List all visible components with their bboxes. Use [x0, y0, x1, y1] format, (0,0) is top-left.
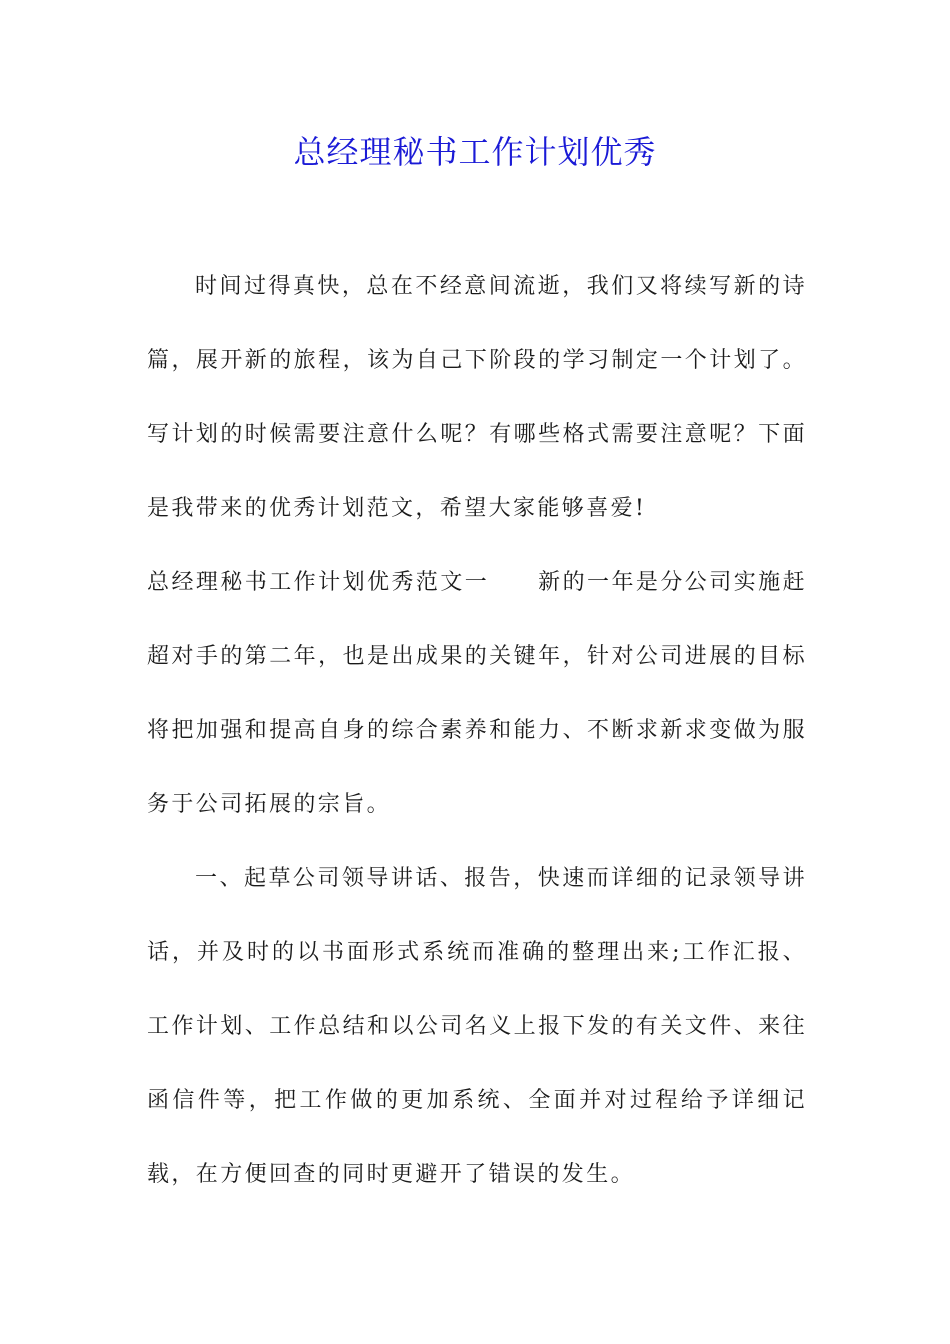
paragraph-sample-one: 总经理秘书工作计划优秀范文一 新的一年是分公司实施赶超对手的第二年，也是出成果的关键年，针对公司进展的目标将把加强和提高自身的综合素养和能力、不断求新求变做为服务于公司拓展的宗旨。 — [147, 570, 807, 817]
document-body — [147, 250, 807, 1212]
document-title: 总经理秘书工作计划优秀 — [293, 133, 657, 171]
paragraph-item-one: 一、起草公司领导讲话、报告，快速而详细的记录领导讲话，并及时的以书面形式系统而准确的整理出来;工作汇报、工作计划、工作总结和以公司名义上报下发的有关文件、来往函信件等，把工作做的更加系统、全面并对过程给予详细记载，在方便回查的同时更避开了错误的发生。 — [147, 866, 807, 1187]
paragraph-intro: 时间过得真快，总在不经意间流逝，我们又将续写新的诗篇，展开新的旅程，该为自己下阶段的学习制定一个计划了。写计划的时候需要注意什么呢？有哪些格式需要注意呢？下面是我带来的优秀计划范文，希望大家能够喜爱! — [147, 274, 807, 521]
